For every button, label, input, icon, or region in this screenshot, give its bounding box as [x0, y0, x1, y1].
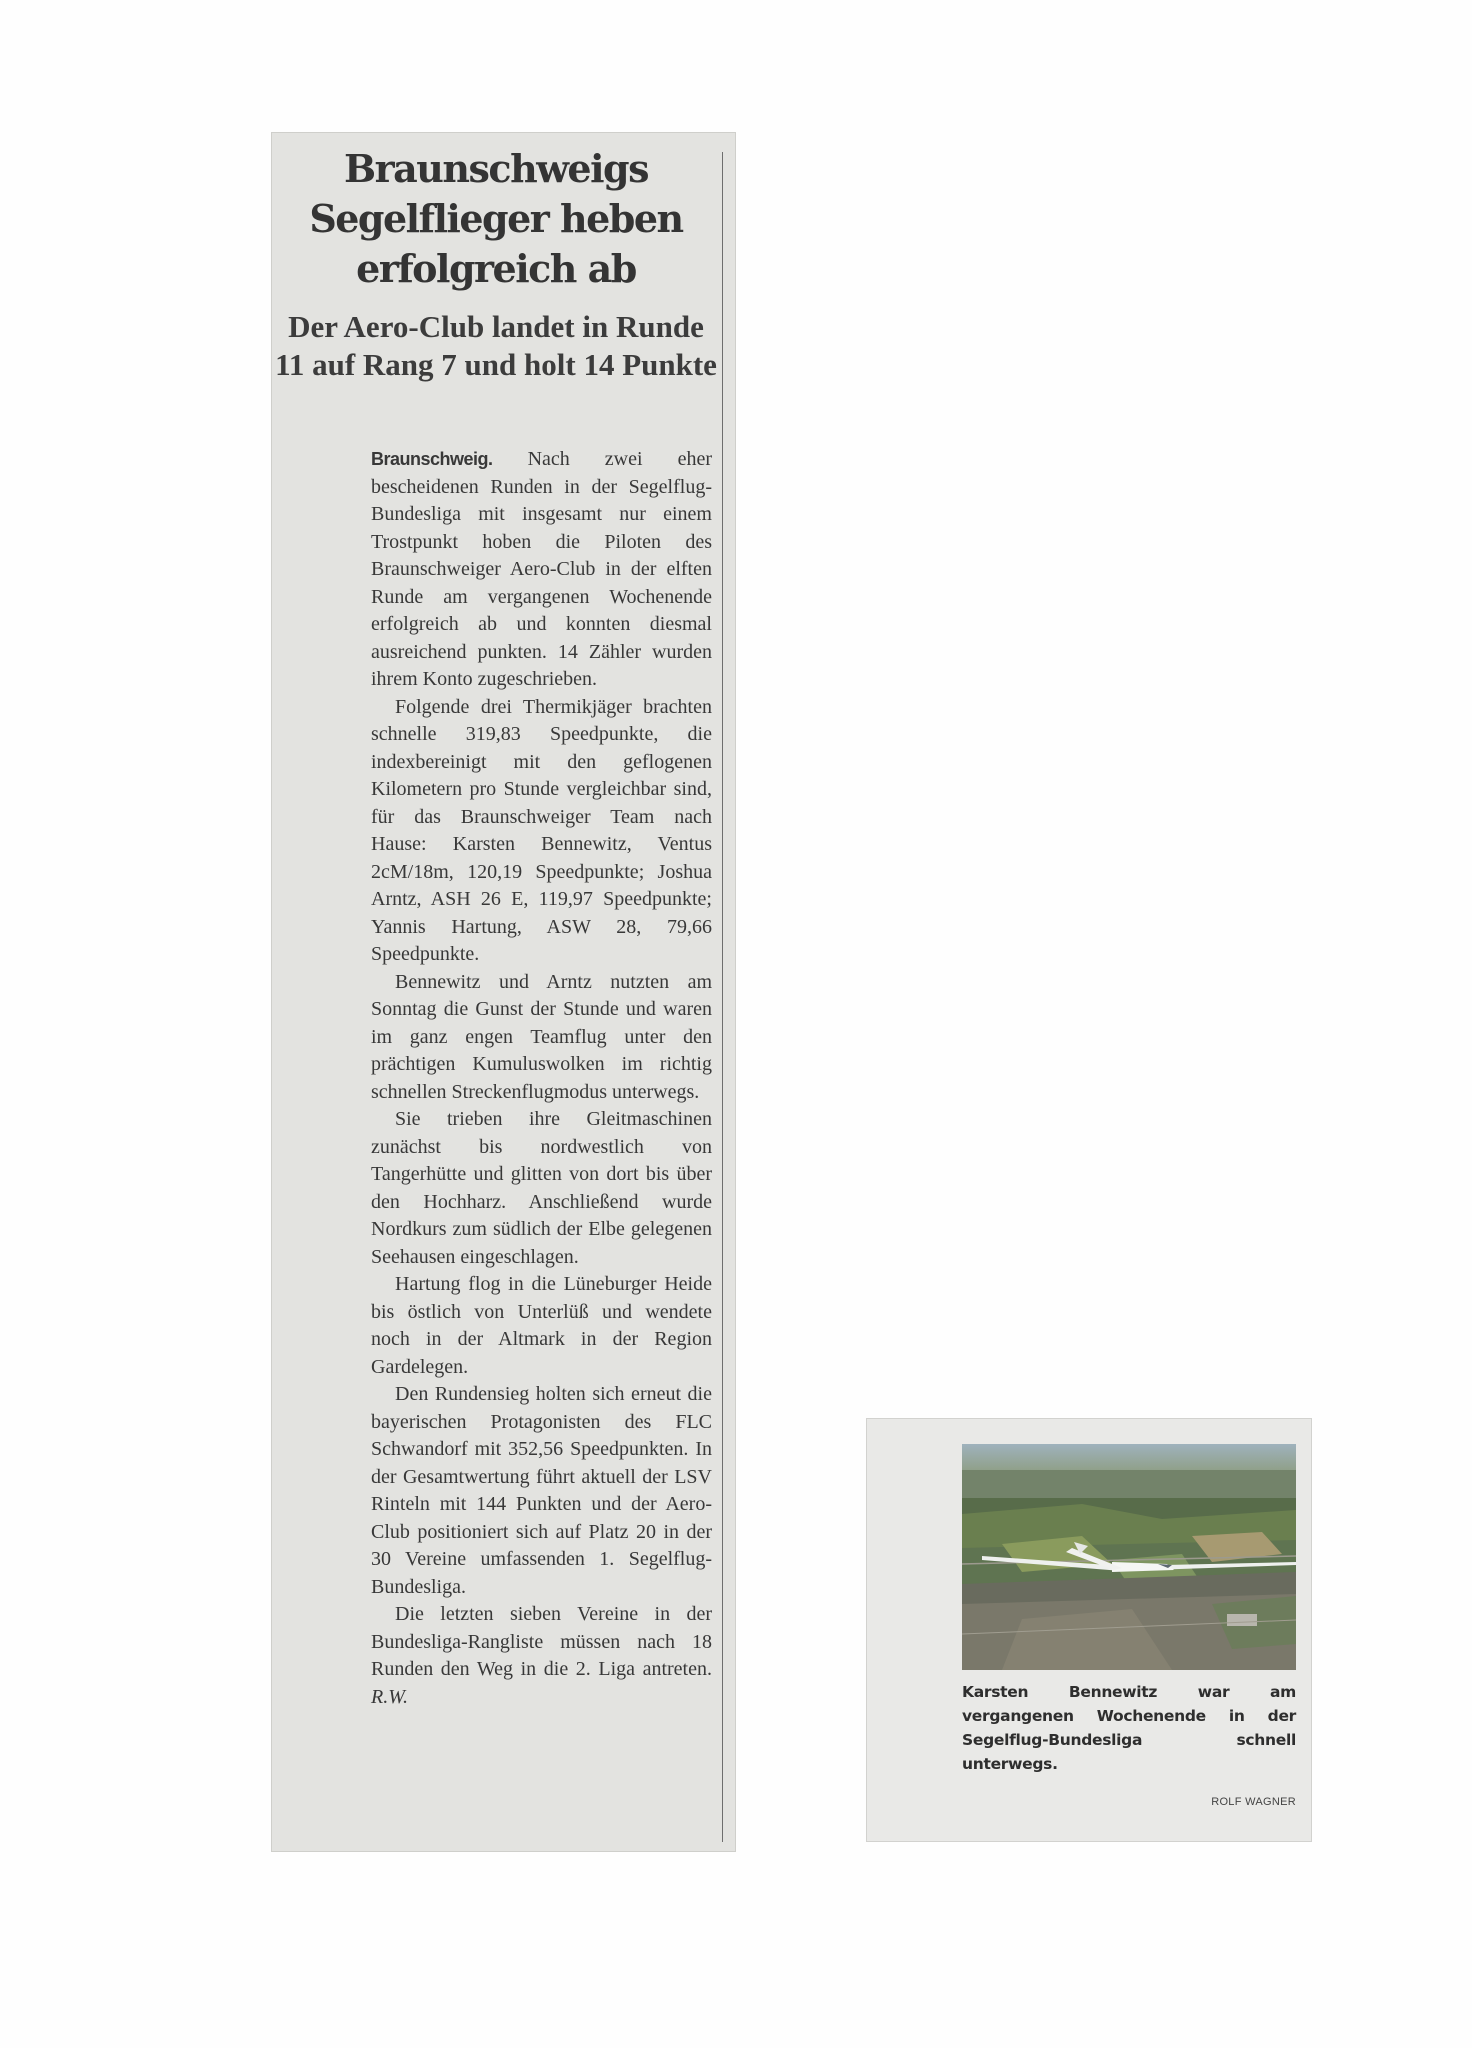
- article-body: [371, 446, 712, 1711]
- photo-clipping: [866, 1418, 1312, 1842]
- article-byline: R.W.: [371, 1685, 409, 1708]
- glider-aerial-photo: [962, 1444, 1296, 1670]
- article-subheadline: Der Aero-Club landet in Runde 11 auf Rang 7 und holt 14 Punkte: [275, 309, 717, 382]
- article-paragraph: Den Rundensieg holten sich erneut die bayerischen Protagonisten des FLC Schwandorf mit 352,56 Speedpunkten. In der Gesamtwertung führt aktuell der LSV Rinteln mit 144 Punkten und der Aero-Club positioniert sich auf Platz 20 in der 30 Vereine umfassenden 1. Segelflug-Bundesliga.: [371, 1383, 712, 1598]
- article-clipping: [271, 132, 736, 1852]
- article-headline: Braunschweigs Segelflieger heben erfolgreich ab: [309, 146, 683, 291]
- article-paragraph: Braunschweig. Nach zwei eher bescheidenen Runden in der Segelflug-Bundesliga mit insgesamt nur einem Trostpunkt hoben die Piloten des Braunschweiger Aero-Club in der elften Runde am vergangenen Wochenende erfolgreich ab und konnten diesmal ausreichend punkten. 14 Zähler wurden ihrem Konto zugeschrieben.: [371, 448, 712, 690]
- article-dateline: Braunschweig.: [371, 449, 493, 469]
- article-paragraph: Die letzten sieben Vereine in der Bundesliga-Rangliste müssen nach 18 Runden den Weg in die 2. Liga antreten. R.W.: [371, 1603, 712, 1708]
- article-paragraph: Folgende drei Thermikjäger brachten schnelle 319,83 Speedpunkte, die indexbereinigt mit den geflogenen Kilometern pro Stunde vergleichbar sind, für das Braunschweiger Team nach Hause: Karsten Bennewitz, Ventus 2cM/18m, 120,19 Speedpunkte; Joshua Arntz, ASH 26 E, 119,97 Speedpunkte; Yannis Hartung, ASW 28, 79,66 Speedpunkte.: [371, 695, 712, 965]
- photo-caption: Karsten Bennewitz war am vergangenen Wochenende in der Segelflug-Bundesliga schnell unterwegs.: [962, 1683, 1296, 1773]
- photo-credit: ROLF WAGNER: [1211, 1796, 1296, 1808]
- article-paragraph: Sie trieben ihre Gleitmaschinen zunächst bis nordwestlich von Tangerhütte und glitten von dort bis über den Hochharz. Anschließend wurde Nordkurs zum südlich der Elbe gelegenen Seehausen eingeschlagen.: [371, 1108, 712, 1268]
- column-rule: [722, 152, 723, 1842]
- article-paragraph: Bennewitz und Arntz nutzten am Sonntag die Gunst der Stunde und waren im ganz engen Teamflug unter den prächtigen Kumuluswolken im richtig schnellen Streckenflugmodus unterwegs.: [371, 970, 712, 1103]
- article-paragraph: Hartung flog in die Lüneburger Heide bis östlich von Unterlüß und wendete noch in der Altmark in der Region Gardelegen.: [371, 1273, 712, 1378]
